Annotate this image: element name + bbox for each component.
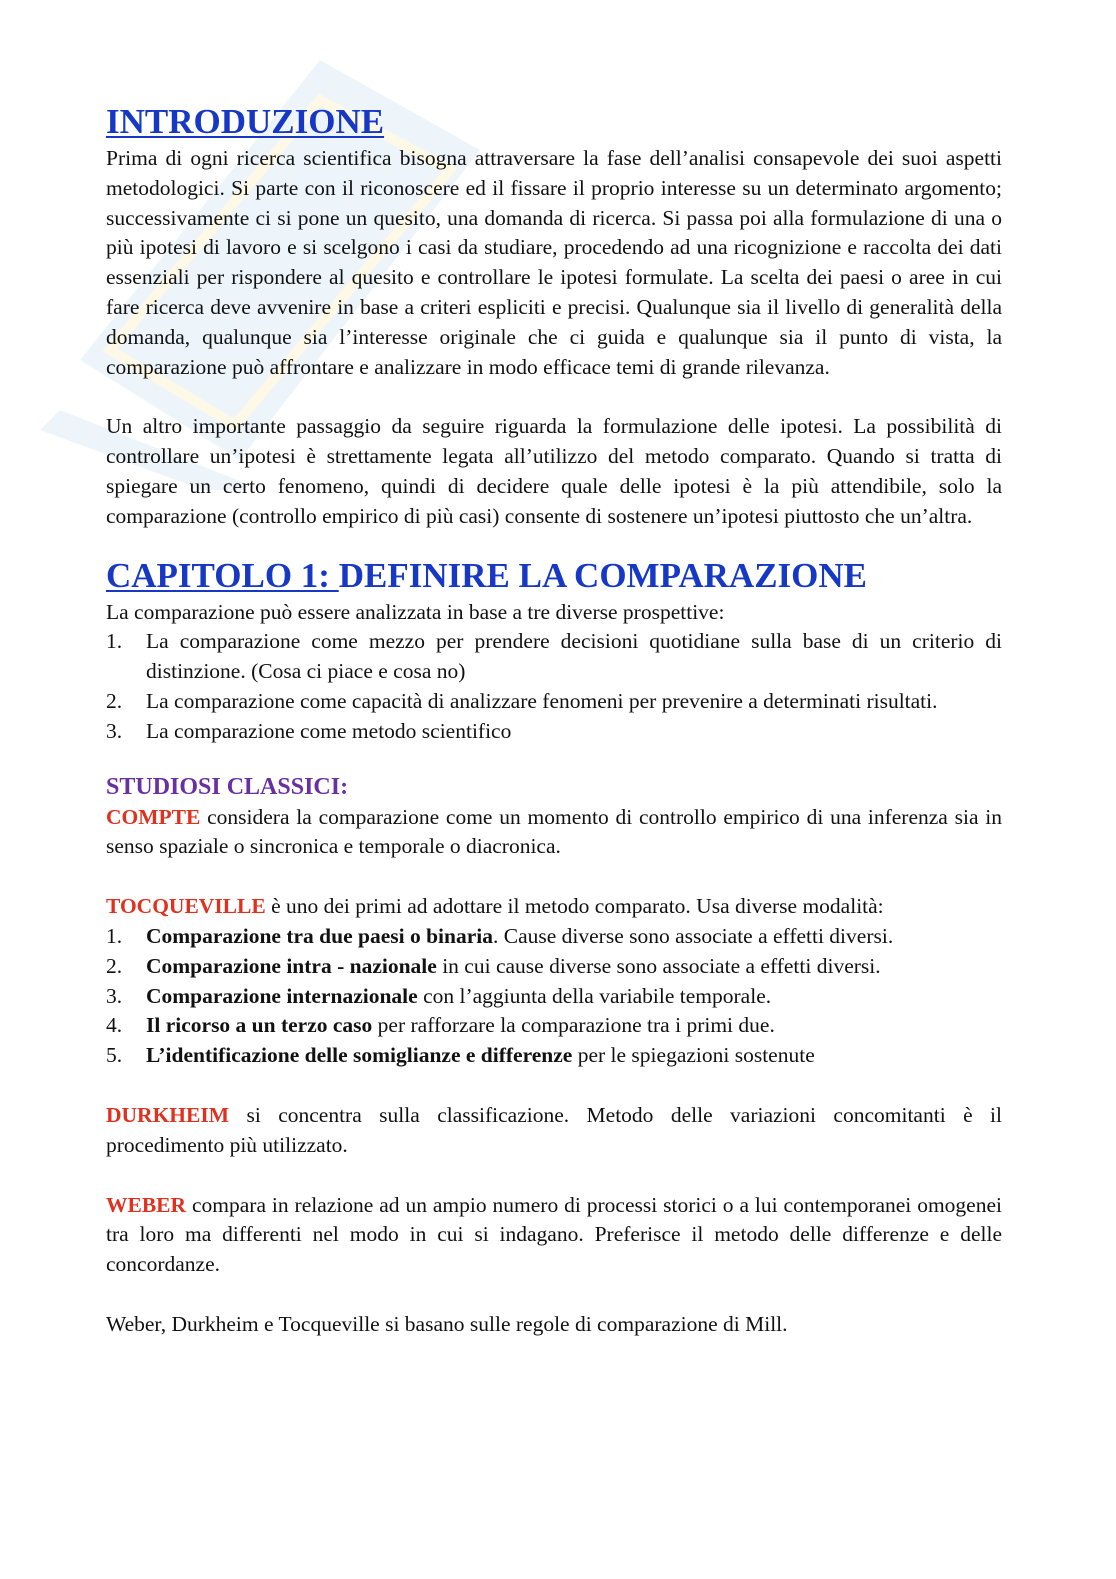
list-item: 1. Comparazione tra due paesi o binaria. Cause diverse sono associate a effetti diversi.	[106, 923, 894, 948]
list-item: 2. Comparazione intra - nazionale in cui cause diverse sono associate a effetti diversi.	[106, 953, 881, 978]
list-item: 3. Comparazione internazionale con l’aggiunta della variabile temporale.	[106, 983, 772, 1008]
list-item: 2. La comparazione come capacità di analizzare fenomeni per prevenire a determinati risultati.	[106, 688, 938, 713]
weber-paragraph: WEBER compara in relazione ad un ampio numero di processi storici o a lui contemporanei omogenei tra loro ma differenti nel modo in cui si indagano. Preferisce il metodo delle differenze e delle concordanze.	[106, 1192, 1002, 1277]
compte-paragraph: COMPTE considera la comparazione come un momento di controllo empirico di una inferenza sia in senso spaziale o sincronica e temporale o diacronica.	[106, 804, 1002, 859]
list-item: 1. La comparazione come mezzo per prendere decisioni quotidiane sulla base di un criterio di distinzione. (Cosa ci piace e cosa no)	[106, 629, 1002, 684]
compte-name: COMPTE	[106, 804, 201, 829]
tocqueville-list	[106, 922, 1002, 1071]
durkheim-name: DURKHEIM	[106, 1102, 230, 1127]
document-page	[106, 100, 1002, 1340]
intro-heading: INTRODUZIONE	[106, 102, 385, 141]
tocqueville-name: TOCQUEVILLE	[106, 894, 266, 919]
chapter-1-intro: La comparazione può essere analizzata in base a tre diverse prospettive:	[106, 599, 725, 624]
closing-paragraph: Weber, Durkheim e Tocqueville si basano sulle regole di comparazione di Mill.	[106, 1311, 788, 1336]
durkheim-paragraph: DURKHEIM si concentra sulla classificazione. Metodo delle variazioni concomitanti è il procedimento più utilizzato.	[106, 1102, 1002, 1157]
perspectives-list	[106, 627, 1002, 746]
list-item: 4. Il ricorso a un terzo caso per rafforzare la comparazione tra i primi due.	[106, 1013, 775, 1038]
classics-heading: STUDIOSI CLASSICI:	[106, 773, 349, 800]
chapter-1-heading: CAPITOLO 1: DEFINIRE LA COMPARAZIONE	[106, 555, 867, 595]
tocqueville-paragraph: TOCQUEVILLE è uno dei primi ad adottare il metodo comparato. Usa diverse modalità:	[106, 894, 884, 919]
weber-name: WEBER	[106, 1192, 187, 1217]
list-item: 5. L’identificazione delle somiglianze e differenze per le spiegazioni sostenute	[106, 1043, 815, 1068]
intro-paragraph-1: Prima di ogni ricerca scientifica bisogna attraversare la fase dell’analisi consapevole dei suoi aspetti metodologici. Si parte con il riconoscere ed il fissare il proprio interesse su un determinato argomento; successivamente ci si pone un quesito, una domanda di ricerca. Si passa poi alla formulazione di una o più ipotesi di lavoro e si scelgono i casi da studiare, procedendo ad una ricognizione e raccolta dei dati essenziali per rispondere al quesito e controllare le ipotesi formulate. La scelta dei paesi o aree in cui fare ricerca deve avvenire in base a criteri espliciti e precisi. Qualunque sia il livello di generalità della domanda, qualunque sia l’interesse originale che ci guida e qualunque sia il punto di vista, la comparazione può affrontare e analizzare in modo efficace temi di grande rilevanza.	[106, 146, 1002, 379]
list-item: 3. La comparazione come metodo scientifico	[106, 718, 512, 743]
intro-paragraph-2: Un altro importante passaggio da seguire riguarda la formulazione delle ipotesi. La possibilità di controllare un’ipotesi è strettamente legata all’utilizzo del metodo comparato. Quando si tratta di spiegare un certo fenomeno, quindi di decidere quale delle ipotesi è la più attendibile, solo la comparazione (controllo empirico di più casi) consente di sostenere un’ipotesi piuttosto che un’altra.	[106, 414, 1002, 528]
